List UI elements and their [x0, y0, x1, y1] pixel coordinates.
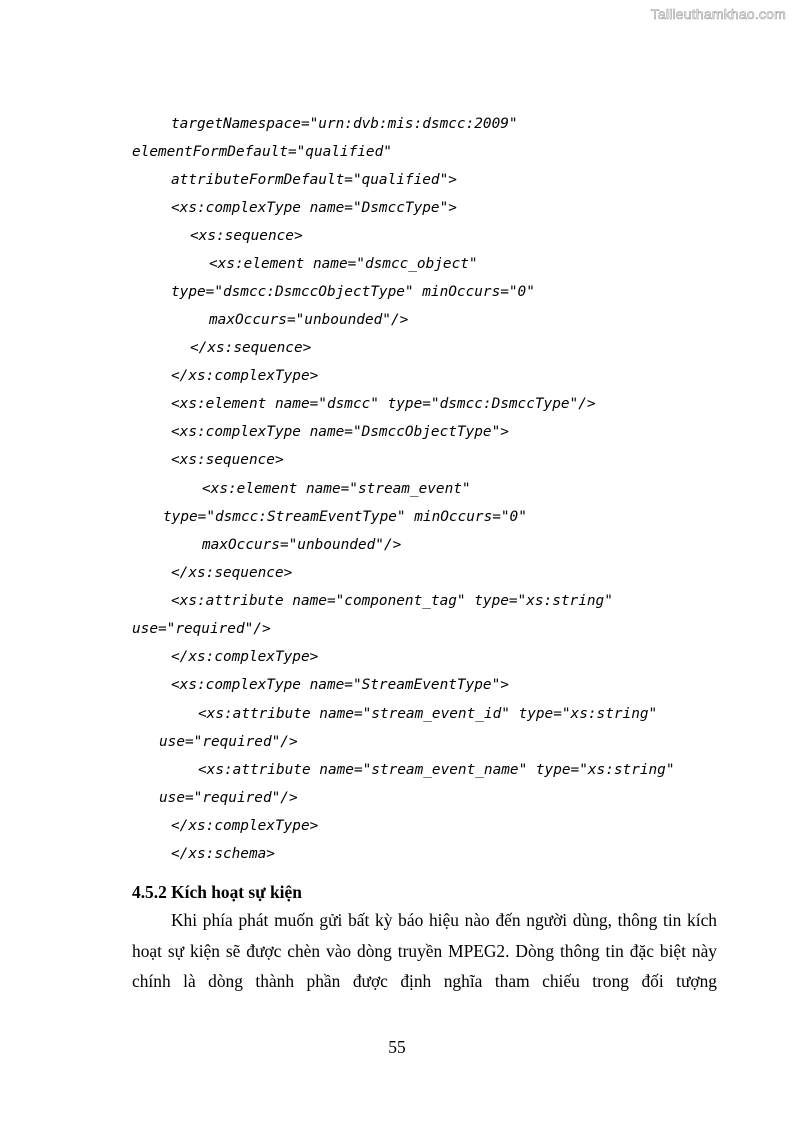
code-line: <xs:attribute name="component_tag" type="xs:string" [171, 593, 613, 609]
code-line: </xs:complexType> [171, 818, 319, 834]
paragraph-line: chính là dòng thành phần được định nghĩa tham chiếu trong đối tượng [132, 971, 717, 991]
code-line: <xs:complexType name="StreamEventType"> [171, 677, 509, 693]
code-line: use="required"/> [159, 790, 298, 806]
code-line: <xs:complexType name="DsmccType"> [171, 200, 457, 216]
code-line: <xs:element name="stream_event" [202, 481, 471, 497]
code-line: <xs:complexType name="DsmccObjectType"> [171, 424, 509, 440]
code-line: <xs:element name="dsmcc_object" [209, 256, 478, 272]
code-line: </xs:complexType> [171, 368, 319, 384]
code-line: attributeFormDefault="qualified"> [171, 172, 457, 188]
code-line: <xs:sequence> [171, 452, 284, 468]
code-line: <xs:sequence> [190, 228, 303, 244]
code-line: type="dsmcc:DsmccObjectType" minOccurs="0" [171, 284, 535, 300]
code-line: </xs:complexType> [171, 649, 319, 665]
code-line: <xs:element name="dsmcc" type="dsmcc:DsmccType"/> [171, 396, 596, 412]
watermark: Tailieuthamkhao.com [650, 6, 786, 22]
code-line: use="required"/> [159, 734, 298, 750]
code-line: <xs:attribute name="stream_event_id" type="xs:string" [198, 706, 658, 722]
code-line: type="dsmcc:StreamEventType" minOccurs="0" [163, 509, 527, 525]
code-line: maxOccurs="unbounded"/> [202, 537, 402, 553]
code-line: use="required"/> [132, 621, 271, 637]
code-line: targetNamespace="urn:dvb:mis:dsmcc:2009" [171, 116, 518, 132]
code-line: maxOccurs="unbounded"/> [209, 312, 409, 328]
code-line: elementFormDefault="qualified" [132, 144, 392, 160]
page-number: 55 [388, 1037, 406, 1057]
section-heading: 4.5.2 Kích hoạt sự kiện [132, 882, 302, 902]
code-line: </xs:sequence> [171, 565, 293, 581]
code-line: </xs:schema> [171, 846, 275, 862]
paragraph-line: hoạt sự kiện sẽ được chèn vào dòng truyền MPEG2. Dòng thông tin đặc biệt này [132, 941, 717, 961]
code-line: </xs:sequence> [190, 340, 312, 356]
paragraph-line: Khi phía phát muốn gửi bất kỳ báo hiệu nào đến người dùng, thông tin kích [171, 910, 717, 930]
code-line: <xs:attribute name="stream_event_name" type="xs:string" [198, 762, 675, 778]
